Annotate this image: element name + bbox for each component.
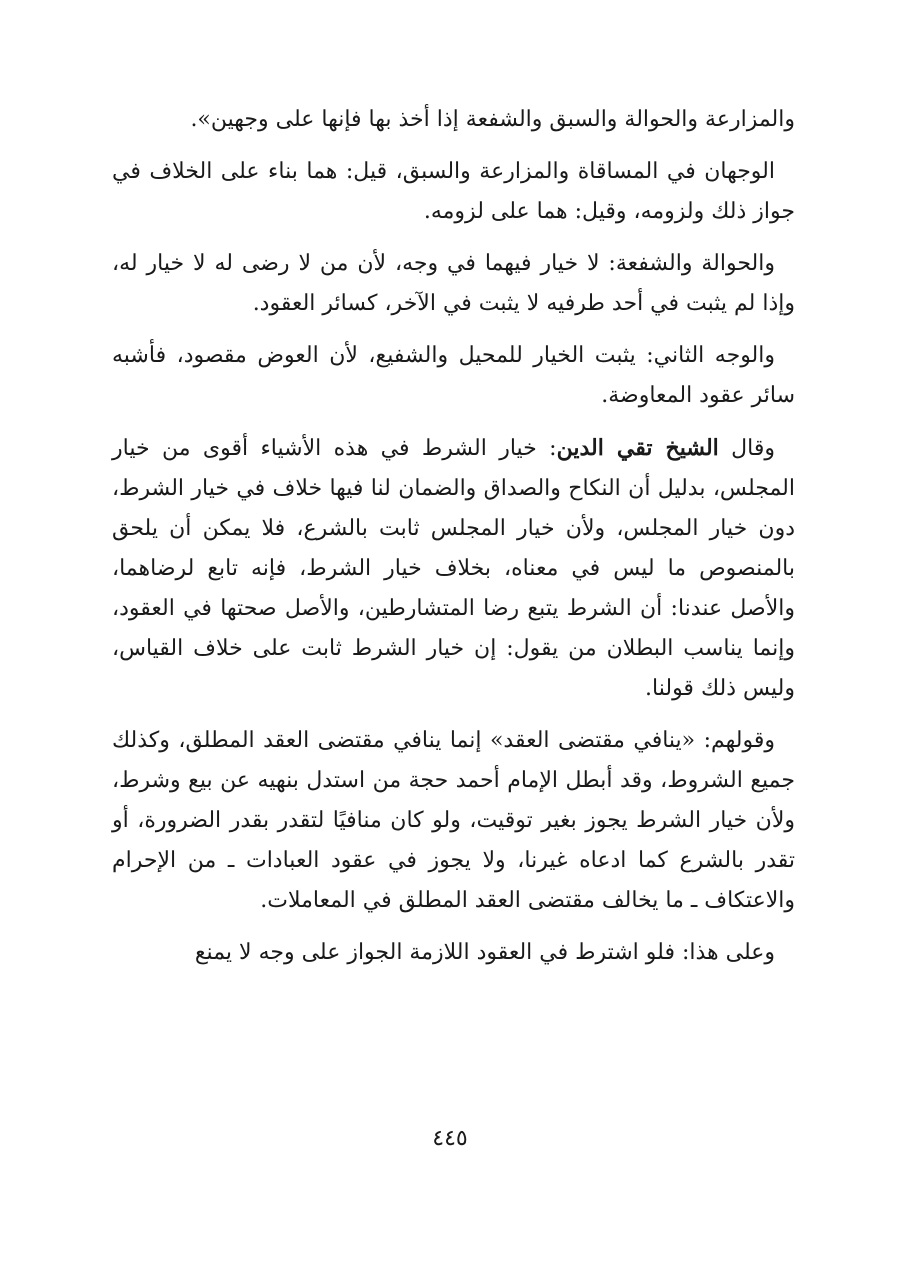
page-number: ٤٤٥ — [432, 1126, 468, 1151]
paragraph-5-prefix: وقال — [718, 436, 776, 461]
paragraph-5-text: : خيار الشرط في هذه الأشياء أقوى من خيار المجلس، بدليل أن النكاح والصداق والضمان لنا فيها خلاف في خيار الشرط، دون خيار المجلس، ولأن خيار المجلس ثابت بالشرع، فلا يمكن أن يلحق بالمنصوص ما ليس في معناه، بخلاف خيار الشرط، فإنه تابع لرضاهما، والأصل عندنا: أن الشرط يتبع رضا المتشارطين، والأصل صحتها في العقود، وإنما يناسب البطلان من يقول: إن خيار الشرط ثابت على خلاف القياس، وليس ذلك قولنا. — [112, 436, 795, 701]
paragraph-6: وقولهم: «ينافي مقتضى العقد» إنما ينافي مقتضى العقد المطلق، وكذلك جميع الشروط، وقد أبطل الإمام أحمد حجة من استدل بنهيه عن بيع وشرط، ولأن خيار الشرط يجوز بغير توقيت، ولو كان منافيًا لتقدر بقدر الضرورة، أو تقدر بالشرع كما ادعاه غيرنا، ولا يجوز في عقود العبادات ـ من الإحرام والاعتكاف ـ ما يخالف مقتضى العقد المطلق في المعاملات. — [112, 728, 795, 913]
paragraph-1: والمزارعة والحوالة والسبق والشفعة إذا أخذ بها فإنها على وجهين». — [190, 107, 795, 132]
paragraph-2: الوجهان في المساقاة والمزارعة والسبق، قيل: هما بناء على الخلاف في جواز ذلك ولزومه، وقيل: هما على لزومه. — [112, 159, 795, 224]
scholar-name: الشيخ تقي الدين — [556, 435, 719, 461]
paragraph-3: والحوالة والشفعة: لا خيار فيهما في وجه، لأن من لا رضى له لا خيار له، وإذا لم يثبت في أحد طرفيه لا يثبت في الآخر، كسائر العقود. — [112, 251, 795, 316]
body-text — [112, 100, 795, 985]
paragraph-4: والوجه الثاني: يثبت الخيار للمحيل والشفيع، لأن العوض مقصود، فأشبه سائر عقود المعاوضة. — [112, 343, 795, 408]
paragraph-7: وعلى هذا: فلو اشترط في العقود اللازمة الجواز على وجه لا يمنع — [194, 940, 775, 965]
paragraph-5 — [112, 428, 795, 709]
